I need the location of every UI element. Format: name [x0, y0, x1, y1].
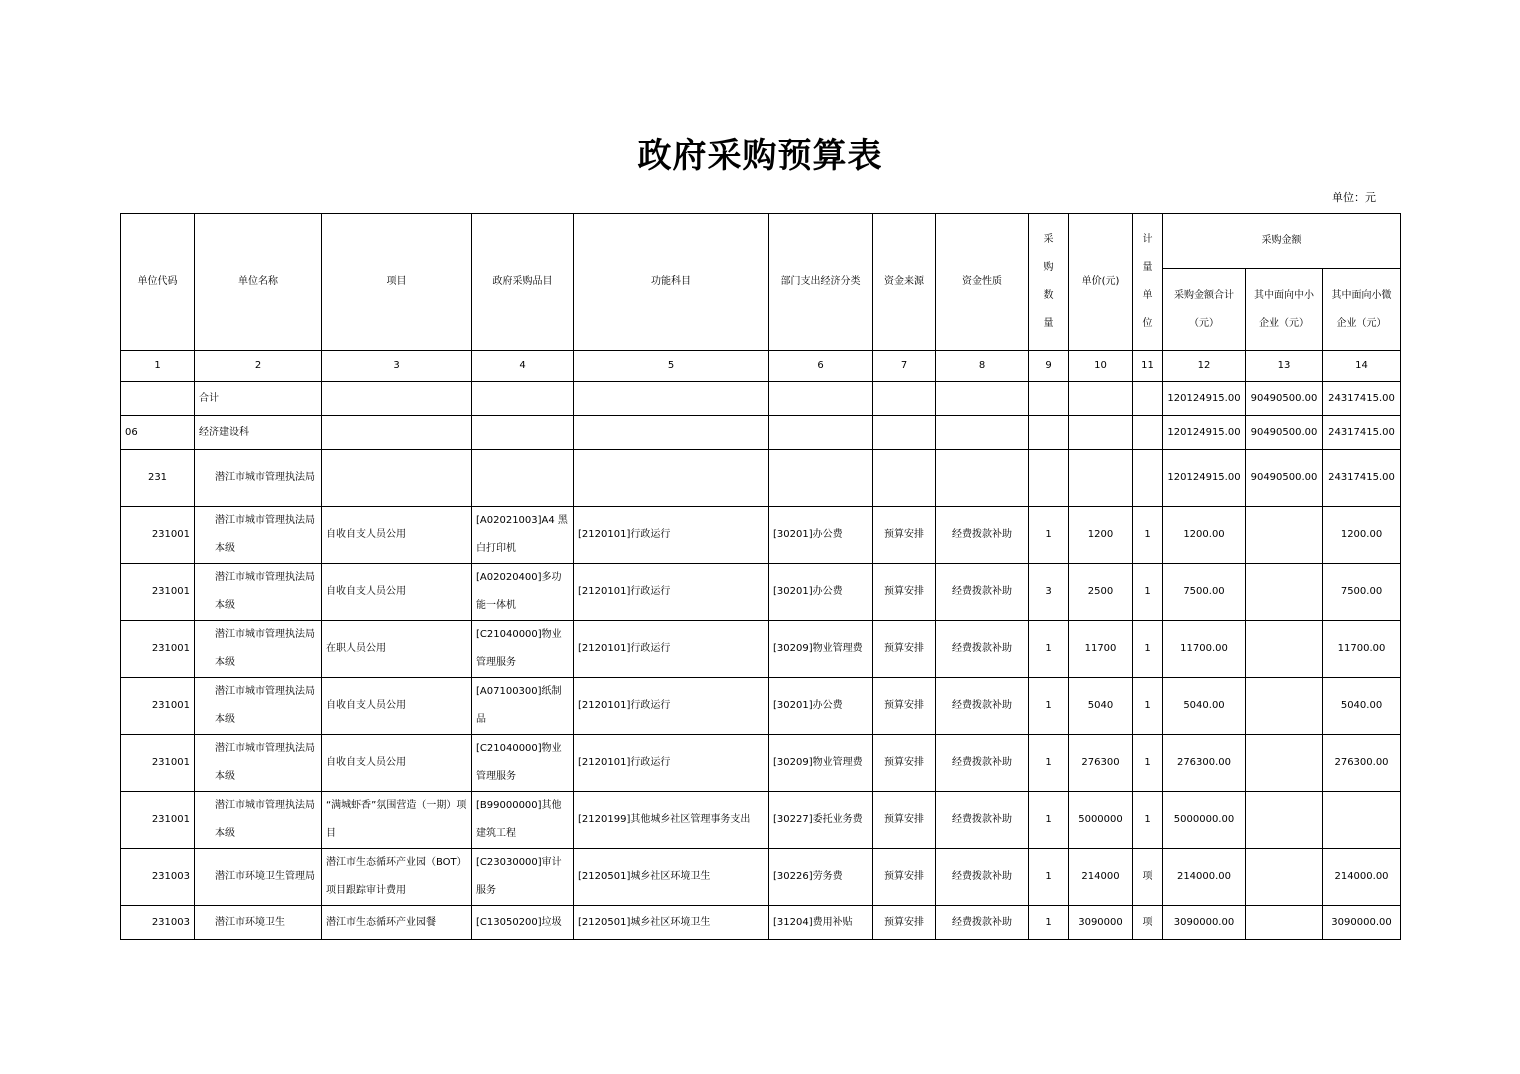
header-fund-nature: 资金性质 — [936, 214, 1029, 351]
amount-micro-cell: 5040.00 — [1323, 678, 1401, 735]
amount-sme-cell — [1246, 735, 1323, 792]
fund-nature-cell: 经费拨款补助 — [936, 849, 1029, 906]
qty-cell: 1 — [1029, 906, 1069, 940]
empty-cell — [936, 416, 1029, 450]
empty-cell — [574, 450, 769, 507]
unit-code-cell: 231001 — [121, 507, 195, 564]
amount-total-cell: 120124915.00 — [1163, 450, 1246, 507]
empty-cell — [873, 382, 936, 416]
qty-cell: 1 — [1029, 507, 1069, 564]
function-cell: [2120101]行政运行 — [574, 621, 769, 678]
empty-cell — [769, 450, 873, 507]
header-project: 项目 — [322, 214, 472, 351]
fund-source-cell: 预算安排 — [873, 621, 936, 678]
unit-name-cell: 经济建设科 — [195, 416, 322, 450]
budget-table — [120, 213, 1401, 940]
empty-cell — [574, 416, 769, 450]
amount-total-cell: 5040.00 — [1163, 678, 1246, 735]
qty-cell: 1 — [1029, 849, 1069, 906]
econ-cell: [30201]办公费 — [769, 678, 873, 735]
price-cell: 5000000 — [1069, 792, 1133, 849]
fund-nature-cell: 经费拨款补助 — [936, 735, 1029, 792]
price-cell: 11700 — [1069, 621, 1133, 678]
econ-cell: [30201]办公费 — [769, 507, 873, 564]
function-cell: [2120199]其他城乡社区管理事务支出 — [574, 792, 769, 849]
unit-code-cell: 231003 — [121, 906, 195, 940]
amount-micro-cell: 1200.00 — [1323, 507, 1401, 564]
econ-cell: [30209]物业管理费 — [769, 735, 873, 792]
empty-cell — [1069, 382, 1133, 416]
amount-total-cell: 120124915.00 — [1163, 382, 1246, 416]
project-cell: 自收自支人员公用 — [322, 735, 472, 792]
fund-source-cell: 预算安排 — [873, 792, 936, 849]
amount-sme-cell — [1246, 678, 1323, 735]
econ-cell: [31204]费用补贴 — [769, 906, 873, 940]
qty-cell: 3 — [1029, 564, 1069, 621]
header-amount-group: 采购金额 — [1163, 214, 1401, 269]
fund-nature-cell: 经费拨款补助 — [936, 792, 1029, 849]
empty-cell — [1069, 416, 1133, 450]
table-row — [121, 507, 1401, 564]
unit-name-cell: 潜江市城市管理执法局本级 — [195, 621, 322, 678]
unit-name-cell: 潜江市城市管理执法局 — [195, 450, 322, 507]
econ-cell: [30201]办公费 — [769, 564, 873, 621]
unit-code-cell: 231001 — [121, 621, 195, 678]
amount-total-cell: 214000.00 — [1163, 849, 1246, 906]
empty-cell — [1029, 382, 1069, 416]
amount-sme-cell — [1246, 621, 1323, 678]
page-title: 政府采购预算表 — [637, 136, 883, 176]
amount-total-cell: 11700.00 — [1163, 621, 1246, 678]
unit-cell: 1 — [1133, 564, 1163, 621]
empty-cell — [322, 382, 472, 416]
fund-nature-cell: 经费拨款补助 — [936, 564, 1029, 621]
fund-nature-cell: 经费拨款补助 — [936, 906, 1029, 940]
empty-cell — [769, 416, 873, 450]
empty-cell — [936, 450, 1029, 507]
econ-cell: [30226]劳务费 — [769, 849, 873, 906]
function-cell: [2120101]行政运行 — [574, 564, 769, 621]
unit-name-cell: 潜江市环境卫生 — [195, 906, 322, 940]
function-cell: [2120501]城乡社区环境卫生 — [574, 906, 769, 940]
header-price: 单价(元) — [1069, 214, 1133, 351]
empty-cell — [873, 416, 936, 450]
header-econ: 部门支出经济分类 — [769, 214, 873, 351]
amount-sme-cell: 90490500.00 — [1246, 416, 1323, 450]
amount-total-cell: 1200.00 — [1163, 507, 1246, 564]
unit-cell: 1 — [1133, 678, 1163, 735]
unit-code-cell: 231001 — [121, 564, 195, 621]
table-row — [121, 678, 1401, 735]
unit-code-cell: 231001 — [121, 678, 195, 735]
column-number: 5 — [574, 351, 769, 382]
amount-micro-cell: 24317415.00 — [1323, 382, 1401, 416]
empty-cell — [936, 382, 1029, 416]
unit-name-cell: 潜江市城市管理执法局本级 — [195, 564, 322, 621]
header-qty: 采 购 数 量 — [1029, 214, 1069, 351]
column-number: 13 — [1246, 351, 1323, 382]
amount-total-cell: 3090000.00 — [1163, 906, 1246, 940]
table-row — [121, 564, 1401, 621]
qty-cell: 1 — [1029, 735, 1069, 792]
column-number: 10 — [1069, 351, 1133, 382]
unit-code-cell: 231 — [121, 450, 195, 507]
amount-micro-cell: 11700.00 — [1323, 621, 1401, 678]
column-number: 1 — [121, 351, 195, 382]
column-number: 7 — [873, 351, 936, 382]
table-row — [121, 906, 1401, 940]
unit-code-cell: 231003 — [121, 849, 195, 906]
catalog-cell: [A02020400]多功能一体机 — [472, 564, 574, 621]
unit-name-cell: 合计 — [195, 382, 322, 416]
catalog-cell: [C13050200]垃圾 — [472, 906, 574, 940]
fund-source-cell: 预算安排 — [873, 678, 936, 735]
project-cell: 潜江市生态循环产业园餐 — [322, 906, 472, 940]
price-cell: 2500 — [1069, 564, 1133, 621]
header-amount-total: 采购金额合计（元） — [1163, 269, 1246, 351]
unit-cell: 项 — [1133, 906, 1163, 940]
unit-code-cell — [121, 382, 195, 416]
function-cell: [2120101]行政运行 — [574, 735, 769, 792]
column-number: 6 — [769, 351, 873, 382]
price-cell: 5040 — [1069, 678, 1133, 735]
qty-cell: 1 — [1029, 621, 1069, 678]
amount-micro-cell — [1323, 792, 1401, 849]
empty-cell — [1133, 450, 1163, 507]
header-unit-code: 单位代码 — [121, 214, 195, 351]
price-cell: 214000 — [1069, 849, 1133, 906]
unit-cell: 1 — [1133, 792, 1163, 849]
function-cell: [2120501]城乡社区环境卫生 — [574, 849, 769, 906]
econ-cell: [30209]物业管理费 — [769, 621, 873, 678]
unit-cell: 1 — [1133, 621, 1163, 678]
header-function: 功能科目 — [574, 214, 769, 351]
unit-code-cell: 231001 — [121, 735, 195, 792]
amount-total-cell: 5000000.00 — [1163, 792, 1246, 849]
fund-source-cell: 预算安排 — [873, 735, 936, 792]
amount-sme-cell — [1246, 849, 1323, 906]
price-cell: 276300 — [1069, 735, 1133, 792]
amount-micro-cell: 276300.00 — [1323, 735, 1401, 792]
table-row — [121, 735, 1401, 792]
qty-cell: 1 — [1029, 792, 1069, 849]
catalog-cell: [C23030000]审计服务 — [472, 849, 574, 906]
unit-cell: 项 — [1133, 849, 1163, 906]
function-cell: [2120101]行政运行 — [574, 678, 769, 735]
catalog-cell: [A07100300]纸制品 — [472, 678, 574, 735]
amount-total-cell: 120124915.00 — [1163, 416, 1246, 450]
empty-cell — [769, 382, 873, 416]
column-number: 3 — [322, 351, 472, 382]
unit-name-cell: 潜江市城市管理执法局本级 — [195, 792, 322, 849]
empty-cell — [472, 382, 574, 416]
amount-micro-cell: 7500.00 — [1323, 564, 1401, 621]
empty-cell — [1029, 450, 1069, 507]
amount-sme-cell — [1246, 792, 1323, 849]
project-cell: 自收自支人员公用 — [322, 564, 472, 621]
empty-cell — [1133, 416, 1163, 450]
catalog-cell: [C21040000]物业管理服务 — [472, 735, 574, 792]
unit-name-cell: 潜江市城市管理执法局本级 — [195, 678, 322, 735]
table-row — [121, 849, 1401, 906]
fund-source-cell: 预算安排 — [873, 849, 936, 906]
catalog-cell: [B99000000]其他建筑工程 — [472, 792, 574, 849]
column-number: 11 — [1133, 351, 1163, 382]
table-row — [121, 621, 1401, 678]
function-cell: [2120101]行政运行 — [574, 507, 769, 564]
summary-row — [121, 382, 1401, 416]
header-unit: 计 量 单 位 — [1133, 214, 1163, 351]
fund-nature-cell: 经费拨款补助 — [936, 678, 1029, 735]
unit-name-cell: 潜江市城市管理执法局本级 — [195, 507, 322, 564]
fund-source-cell: 预算安排 — [873, 507, 936, 564]
econ-cell: [30227]委托业务费 — [769, 792, 873, 849]
project-cell: 潜江市生态循环产业园（BOT）项目跟踪审计费用 — [322, 849, 472, 906]
project-cell: 在职人员公用 — [322, 621, 472, 678]
empty-cell — [472, 450, 574, 507]
amount-total-cell: 276300.00 — [1163, 735, 1246, 792]
table-row — [121, 792, 1401, 849]
empty-cell — [1029, 416, 1069, 450]
unit-name-cell: 潜江市城市管理执法局本级 — [195, 735, 322, 792]
fund-source-cell: 预算安排 — [873, 564, 936, 621]
price-cell: 1200 — [1069, 507, 1133, 564]
amount-micro-cell: 24317415.00 — [1323, 416, 1401, 450]
fund-source-cell: 预算安排 — [873, 906, 936, 940]
column-number: 4 — [472, 351, 574, 382]
empty-cell — [873, 450, 936, 507]
unit-cell: 1 — [1133, 735, 1163, 792]
amount-total-cell: 7500.00 — [1163, 564, 1246, 621]
catalog-cell: [C21040000]物业管理服务 — [472, 621, 574, 678]
amount-sme-cell: 90490500.00 — [1246, 450, 1323, 507]
amount-sme-cell: 90490500.00 — [1246, 382, 1323, 416]
qty-cell: 1 — [1029, 678, 1069, 735]
fund-nature-cell: 经费拨款补助 — [936, 507, 1029, 564]
project-cell: 自收自支人员公用 — [322, 507, 472, 564]
unit-code-cell: 231001 — [121, 792, 195, 849]
column-number: 14 — [1323, 351, 1401, 382]
amount-sme-cell — [1246, 564, 1323, 621]
empty-cell — [322, 450, 472, 507]
price-cell: 3090000 — [1069, 906, 1133, 940]
unit-note: 单位：元 — [1332, 191, 1376, 204]
summary-row — [121, 416, 1401, 450]
unit-name-cell: 潜江市环境卫生管理局 — [195, 849, 322, 906]
amount-micro-cell: 214000.00 — [1323, 849, 1401, 906]
summary-row — [121, 450, 1401, 507]
fund-nature-cell: 经费拨款补助 — [936, 621, 1029, 678]
header-amount-micro: 其中面向小微企业（元） — [1323, 269, 1401, 351]
column-number: 2 — [195, 351, 322, 382]
header-fund-source: 资金来源 — [873, 214, 936, 351]
header-unit-name: 单位名称 — [195, 214, 322, 351]
amount-micro-cell: 3090000.00 — [1323, 906, 1401, 940]
empty-cell — [322, 416, 472, 450]
project-cell: 自收自支人员公用 — [322, 678, 472, 735]
project-cell: “满城虾香”氛围营造（一期）项目 — [322, 792, 472, 849]
catalog-cell: [A02021003]A4 黑白打印机 — [472, 507, 574, 564]
amount-sme-cell — [1246, 507, 1323, 564]
column-number: 9 — [1029, 351, 1069, 382]
column-number: 8 — [936, 351, 1029, 382]
header-catalog: 政府采购品目 — [472, 214, 574, 351]
column-number: 12 — [1163, 351, 1246, 382]
empty-cell — [472, 416, 574, 450]
unit-code-cell: 06 — [121, 416, 195, 450]
empty-cell — [1069, 450, 1133, 507]
empty-cell — [1133, 382, 1163, 416]
column-number-row — [121, 351, 1401, 382]
header-amount-sme: 其中面向中小企业（元） — [1246, 269, 1323, 351]
amount-micro-cell: 24317415.00 — [1323, 450, 1401, 507]
unit-cell: 1 — [1133, 507, 1163, 564]
empty-cell — [574, 382, 769, 416]
amount-sme-cell — [1246, 906, 1323, 940]
